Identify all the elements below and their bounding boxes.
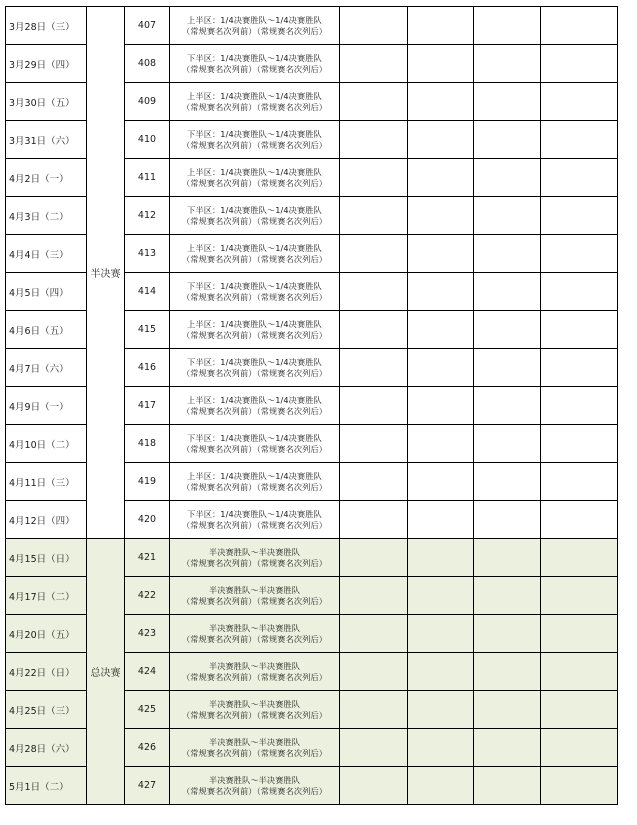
empty-cell — [541, 197, 618, 235]
empty-cell — [408, 235, 474, 273]
empty-cell — [408, 729, 474, 767]
matchup-note: （常规赛名次列前）（常规赛名次列后） — [181, 557, 328, 568]
matchup-cell — [170, 653, 340, 691]
empty-cell — [408, 691, 474, 729]
matchup-note: （常规赛名次列前）（常规赛名次列后） — [181, 747, 328, 758]
matchup-cell — [170, 539, 340, 577]
empty-cell — [541, 311, 618, 349]
empty-cell — [340, 197, 408, 235]
matchup-cell — [170, 7, 340, 45]
game-number-cell: 410 — [125, 121, 170, 159]
empty-cell — [408, 197, 474, 235]
date-cell: 4月7日（六） — [6, 349, 87, 387]
matchup-note: （常规赛名次列前）（常规赛名次列后） — [181, 63, 328, 74]
empty-cell — [408, 349, 474, 387]
empty-cell — [340, 539, 408, 577]
matchup-line: 上半区：1/4决赛胜队～1/4决赛胜队 — [187, 243, 322, 253]
matchup-note: （常规赛名次列前）（常规赛名次列后） — [181, 405, 328, 416]
game-number-cell: 417 — [125, 387, 170, 425]
empty-cell — [340, 729, 408, 767]
empty-cell — [340, 463, 408, 501]
empty-cell — [408, 311, 474, 349]
table-row — [6, 539, 618, 577]
empty-cell — [340, 349, 408, 387]
empty-cell — [340, 121, 408, 159]
matchup-line: 半决赛胜队～半决赛胜队 — [208, 775, 301, 785]
empty-cell — [408, 7, 474, 45]
empty-cell — [340, 83, 408, 121]
matchup-cell — [170, 729, 340, 767]
empty-cell — [541, 691, 618, 729]
game-number-cell: 414 — [125, 273, 170, 311]
empty-cell — [408, 45, 474, 83]
game-number-cell: 425 — [125, 691, 170, 729]
empty-cell — [474, 273, 541, 311]
empty-cell — [340, 387, 408, 425]
matchup-note: （常规赛名次列前）（常规赛名次列后） — [181, 215, 328, 226]
matchup-note: （常规赛名次列前）（常规赛名次列后） — [181, 709, 328, 720]
matchup-line: 上半区：1/4决赛胜队～1/4决赛胜队 — [187, 91, 322, 101]
schedule-table — [5, 6, 618, 805]
game-number-cell: 424 — [125, 653, 170, 691]
date-cell: 4月22日（日） — [6, 653, 87, 691]
matchup-line: 半决赛胜队～半决赛胜队 — [208, 623, 301, 633]
stage-cell: 总决赛 — [87, 539, 125, 805]
matchup-line: 上半区：1/4决赛胜队～1/4决赛胜队 — [187, 167, 322, 177]
empty-cell — [408, 159, 474, 197]
matchup-line: 半决赛胜队～半决赛胜队 — [208, 547, 301, 557]
empty-cell — [340, 45, 408, 83]
empty-cell — [340, 425, 408, 463]
matchup-line: 上半区：1/4决赛胜队～1/4决赛胜队 — [187, 471, 322, 481]
empty-cell — [340, 7, 408, 45]
empty-cell — [340, 235, 408, 273]
matchup-cell — [170, 273, 340, 311]
matchup-cell — [170, 577, 340, 615]
matchup-cell — [170, 235, 340, 273]
empty-cell — [408, 387, 474, 425]
empty-cell — [541, 463, 618, 501]
matchup-cell — [170, 121, 340, 159]
date-cell: 4月25日（三） — [6, 691, 87, 729]
matchup-line: 上半区：1/4决赛胜队～1/4决赛胜队 — [187, 319, 322, 329]
empty-cell — [541, 425, 618, 463]
empty-cell — [541, 653, 618, 691]
empty-cell — [541, 159, 618, 197]
empty-cell — [541, 501, 618, 539]
matchup-note: （常规赛名次列前）（常规赛名次列后） — [181, 177, 328, 188]
empty-cell — [408, 615, 474, 653]
date-cell: 3月30日（五） — [6, 83, 87, 121]
empty-cell — [541, 83, 618, 121]
matchup-line: 下半区：1/4决赛胜队～1/4决赛胜队 — [187, 129, 322, 139]
game-number-cell: 419 — [125, 463, 170, 501]
matchup-note: （常规赛名次列前）（常规赛名次列后） — [181, 139, 328, 150]
empty-cell — [474, 121, 541, 159]
matchup-line: 上半区：1/4决赛胜队～1/4决赛胜队 — [187, 395, 322, 405]
matchup-note: （常规赛名次列前）（常规赛名次列后） — [181, 253, 328, 264]
empty-cell — [541, 349, 618, 387]
date-cell: 3月31日（六） — [6, 121, 87, 159]
schedule-body — [6, 7, 618, 805]
game-number-cell: 420 — [125, 501, 170, 539]
empty-cell — [474, 577, 541, 615]
empty-cell — [340, 311, 408, 349]
empty-cell — [474, 159, 541, 197]
empty-cell — [474, 387, 541, 425]
matchup-cell — [170, 349, 340, 387]
matchup-line: 半决赛胜队～半决赛胜队 — [208, 737, 301, 747]
game-number-cell: 416 — [125, 349, 170, 387]
table-row — [6, 7, 618, 45]
date-cell: 4月5日（四） — [6, 273, 87, 311]
empty-cell — [340, 653, 408, 691]
matchup-cell — [170, 197, 340, 235]
date-cell: 4月10日（二） — [6, 425, 87, 463]
empty-cell — [408, 121, 474, 159]
matchup-cell — [170, 767, 340, 805]
empty-cell — [408, 577, 474, 615]
matchup-note: （常规赛名次列前）（常规赛名次列后） — [181, 595, 328, 606]
date-cell: 4月28日（六） — [6, 729, 87, 767]
empty-cell — [541, 729, 618, 767]
matchup-cell — [170, 615, 340, 653]
empty-cell — [340, 577, 408, 615]
empty-cell — [408, 653, 474, 691]
empty-cell — [541, 235, 618, 273]
matchup-line: 下半区：1/4决赛胜队～1/4决赛胜队 — [187, 433, 322, 443]
matchup-cell — [170, 691, 340, 729]
matchup-line: 下半区：1/4决赛胜队～1/4决赛胜队 — [187, 509, 322, 519]
empty-cell — [408, 273, 474, 311]
matchup-note: （常规赛名次列前）（常规赛名次列后） — [181, 519, 328, 530]
matchup-cell — [170, 159, 340, 197]
empty-cell — [474, 7, 541, 45]
matchup-note: （常规赛名次列前）（常规赛名次列后） — [181, 329, 328, 340]
matchup-note: （常规赛名次列前）（常规赛名次列后） — [181, 25, 328, 36]
empty-cell — [541, 7, 618, 45]
empty-cell — [474, 463, 541, 501]
matchup-line: 半决赛胜队～半决赛胜队 — [208, 699, 301, 709]
empty-cell — [408, 767, 474, 805]
date-cell: 4月12日（四） — [6, 501, 87, 539]
empty-cell — [340, 615, 408, 653]
empty-cell — [541, 615, 618, 653]
empty-cell — [541, 577, 618, 615]
matchup-note: （常规赛名次列前）（常规赛名次列后） — [181, 785, 328, 796]
empty-cell — [474, 501, 541, 539]
empty-cell — [474, 311, 541, 349]
empty-cell — [474, 83, 541, 121]
matchup-cell — [170, 501, 340, 539]
game-number-cell: 423 — [125, 615, 170, 653]
matchup-cell — [170, 311, 340, 349]
matchup-cell — [170, 83, 340, 121]
matchup-line: 上半区：1/4决赛胜队～1/4决赛胜队 — [187, 15, 322, 25]
game-number-cell: 407 — [125, 7, 170, 45]
date-cell: 4月4日（三） — [6, 235, 87, 273]
matchup-line: 下半区：1/4决赛胜队～1/4决赛胜队 — [187, 357, 322, 367]
game-number-cell: 412 — [125, 197, 170, 235]
empty-cell — [541, 45, 618, 83]
empty-cell — [541, 767, 618, 805]
empty-cell — [408, 425, 474, 463]
empty-cell — [474, 45, 541, 83]
empty-cell — [474, 235, 541, 273]
empty-cell — [541, 121, 618, 159]
matchup-note: （常规赛名次列前）（常规赛名次列后） — [181, 633, 328, 644]
date-cell: 5月1日（二） — [6, 767, 87, 805]
game-number-cell: 427 — [125, 767, 170, 805]
date-cell: 4月17日（二） — [6, 577, 87, 615]
matchup-cell — [170, 425, 340, 463]
empty-cell — [474, 691, 541, 729]
date-cell: 4月11日（三） — [6, 463, 87, 501]
empty-cell — [474, 767, 541, 805]
empty-cell — [408, 83, 474, 121]
empty-cell — [541, 539, 618, 577]
matchup-cell — [170, 387, 340, 425]
matchup-line: 下半区：1/4决赛胜队～1/4决赛胜队 — [187, 205, 322, 215]
empty-cell — [408, 463, 474, 501]
date-cell: 4月9日（一） — [6, 387, 87, 425]
empty-cell — [474, 197, 541, 235]
matchup-note: （常规赛名次列前）（常规赛名次列后） — [181, 367, 328, 378]
matchup-note: （常规赛名次列前）（常规赛名次列后） — [181, 443, 328, 454]
matchup-note: （常规赛名次列前）（常规赛名次列后） — [181, 101, 328, 112]
empty-cell — [474, 425, 541, 463]
game-number-cell: 413 — [125, 235, 170, 273]
matchup-note: （常规赛名次列前）（常规赛名次列后） — [181, 481, 328, 492]
empty-cell — [474, 539, 541, 577]
game-number-cell: 421 — [125, 539, 170, 577]
matchup-line: 下半区：1/4决赛胜队～1/4决赛胜队 — [187, 53, 322, 63]
date-cell: 3月28日（三） — [6, 7, 87, 45]
matchup-line: 半决赛胜队～半决赛胜队 — [208, 661, 301, 671]
game-number-cell: 426 — [125, 729, 170, 767]
date-cell: 4月6日（五） — [6, 311, 87, 349]
empty-cell — [408, 501, 474, 539]
matchup-cell — [170, 463, 340, 501]
matchup-note: （常规赛名次列前）（常规赛名次列后） — [181, 291, 328, 302]
date-cell: 4月2日（一） — [6, 159, 87, 197]
empty-cell — [474, 653, 541, 691]
empty-cell — [340, 767, 408, 805]
stage-cell: 半决赛 — [87, 7, 125, 539]
empty-cell — [340, 273, 408, 311]
matchup-line: 半决赛胜队～半决赛胜队 — [208, 585, 301, 595]
game-number-cell: 422 — [125, 577, 170, 615]
matchup-line: 下半区：1/4决赛胜队～1/4决赛胜队 — [187, 281, 322, 291]
empty-cell — [340, 691, 408, 729]
game-number-cell: 408 — [125, 45, 170, 83]
empty-cell — [340, 159, 408, 197]
game-number-cell: 411 — [125, 159, 170, 197]
empty-cell — [541, 273, 618, 311]
empty-cell — [408, 539, 474, 577]
game-number-cell: 409 — [125, 83, 170, 121]
matchup-cell — [170, 45, 340, 83]
game-number-cell: 418 — [125, 425, 170, 463]
game-number-cell: 415 — [125, 311, 170, 349]
empty-cell — [474, 615, 541, 653]
date-cell: 4月15日（日） — [6, 539, 87, 577]
matchup-note: （常规赛名次列前）（常规赛名次列后） — [181, 671, 328, 682]
empty-cell — [474, 729, 541, 767]
empty-cell — [474, 349, 541, 387]
date-cell: 3月29日（四） — [6, 45, 87, 83]
empty-cell — [340, 501, 408, 539]
date-cell: 4月20日（五） — [6, 615, 87, 653]
empty-cell — [541, 387, 618, 425]
date-cell: 4月3日（二） — [6, 197, 87, 235]
